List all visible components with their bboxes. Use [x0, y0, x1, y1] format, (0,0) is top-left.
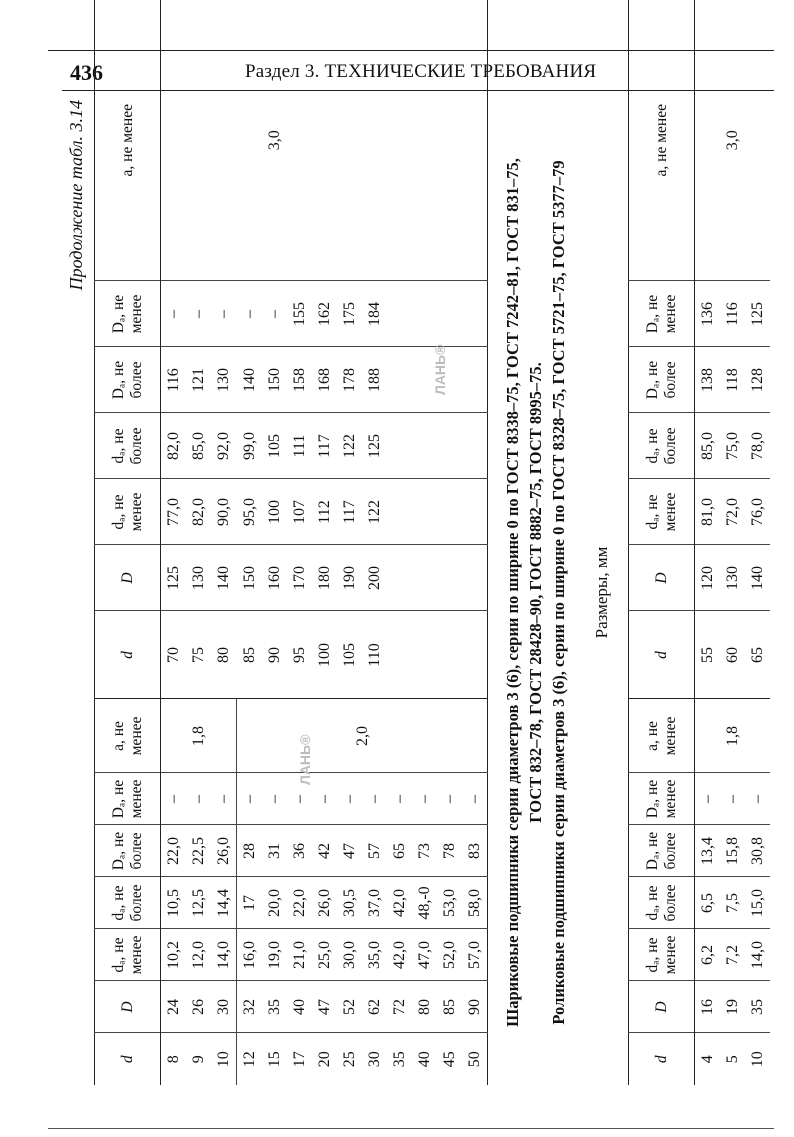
cell: 16,0 — [237, 929, 263, 981]
cell: – — [362, 773, 387, 825]
cell — [387, 0, 412, 281]
cell: 92,0 — [211, 413, 237, 479]
cell: 31 — [262, 825, 287, 877]
cell: 170 — [287, 545, 312, 611]
cell: 168 — [312, 347, 337, 413]
cell — [412, 479, 437, 545]
cell — [462, 413, 488, 479]
cell: 82,0 — [186, 479, 211, 545]
cell: 130 — [186, 545, 211, 611]
section-title-line1: Шариковые подшипники серии диаметров 3 (6), серии по ширине 0 по ГОСТ 8338–75, ГОСТ 7242–81, ГОСТ 831–75, — [503, 158, 522, 1027]
cell — [412, 545, 437, 611]
cell: 95,0 — [237, 479, 263, 545]
cell: 160 — [262, 545, 287, 611]
cell: 82,0 — [161, 413, 187, 479]
cell — [387, 479, 412, 545]
cell: 42,0 — [387, 877, 412, 929]
col-a-min: a, не менее — [629, 699, 695, 773]
cell: 40 — [287, 981, 312, 1033]
section-title-line2: ГОСТ 832–78, ГОСТ 28428–90, ГОСТ 8882–75, ГОСТ 8995–75. — [526, 362, 545, 823]
cell — [387, 347, 412, 413]
col-d: d — [95, 1033, 161, 1085]
cell — [412, 611, 437, 699]
lower-table-header — [629, 0, 695, 1085]
cell: 35 — [745, 981, 770, 1033]
cell: 7,5 — [720, 877, 745, 929]
col-da-min: dₐ, не менее — [95, 479, 161, 545]
table-row — [695, 0, 721, 1085]
cell: 162 — [312, 281, 337, 347]
cell — [387, 611, 412, 699]
cell: 47 — [337, 825, 362, 877]
cell: 35 — [391, 1051, 408, 1068]
cell: 30 — [366, 1051, 383, 1068]
cell: 128 — [745, 347, 770, 413]
cell — [462, 479, 488, 545]
table-row — [412, 0, 437, 1085]
cell: 90,0 — [211, 479, 237, 545]
cell: 26,0 — [211, 825, 237, 877]
cell: 85 — [437, 981, 462, 1033]
col-Da-min: Dₐ, не менее — [629, 281, 695, 347]
col-Da-max: Dₐ, не более — [629, 347, 695, 413]
cell — [462, 281, 488, 347]
cell: 140 — [211, 545, 237, 611]
col-a-min: a, не менее — [629, 0, 695, 281]
cell: 120 — [695, 545, 721, 611]
cell: 14,4 — [211, 877, 237, 929]
cell: 72 — [387, 981, 412, 1033]
col-Da-max: Dₐ, не более — [629, 825, 695, 877]
cell: 10,2 — [161, 929, 187, 981]
cell: 48,-0 — [412, 877, 437, 929]
col-da-min: dₐ, не менее — [629, 479, 695, 545]
cell: 60 — [720, 611, 745, 699]
cell: – — [412, 773, 437, 825]
col-D: D — [95, 545, 161, 611]
cell: 175 — [337, 281, 362, 347]
col-a-min: a, не менее — [95, 699, 161, 773]
table-row — [462, 0, 488, 1085]
cell: 57,0 — [462, 929, 488, 981]
cell — [437, 545, 462, 611]
cell: 22,0 — [287, 877, 312, 929]
cell: – — [312, 773, 337, 825]
cell: 90 — [462, 981, 488, 1033]
col-da-max: dₐ, не более — [629, 413, 695, 479]
col-D: D — [629, 981, 695, 1033]
cell: 6,5 — [695, 877, 721, 929]
cell: 22,0 — [161, 825, 187, 877]
col-da-min: dₐ, не менее — [95, 929, 161, 981]
cell: 140 — [745, 545, 770, 611]
cell: – — [745, 773, 770, 825]
a-value-group2: 2,0 — [237, 699, 488, 773]
cell: 100 — [312, 611, 337, 699]
cell: 20 — [316, 1051, 333, 1068]
col-Da-min: Dₐ, не менее — [95, 281, 161, 347]
cell: 150 — [262, 347, 287, 413]
cell — [462, 611, 488, 699]
cell — [462, 545, 488, 611]
a-value-group1: 1,8 — [161, 699, 237, 773]
cell: 55 — [695, 611, 721, 699]
cell: 130 — [211, 347, 237, 413]
cell: 117 — [337, 479, 362, 545]
cell: 184 — [362, 281, 387, 347]
cell: 107 — [287, 479, 312, 545]
cell: 50 — [466, 1051, 483, 1068]
cell: – — [287, 773, 312, 825]
cell: 125 — [745, 281, 770, 347]
cell: 6,2 — [695, 929, 721, 981]
cell: 15,0 — [745, 877, 770, 929]
cell: 78,0 — [745, 413, 770, 479]
cell: 155 — [287, 281, 312, 347]
cell: 14,0 — [745, 929, 770, 981]
cell: 85,0 — [695, 413, 721, 479]
units-label: Размеры, мм — [592, 546, 611, 639]
cell: 116 — [720, 281, 745, 347]
cell: – — [387, 773, 412, 825]
cell: 130 — [720, 545, 745, 611]
cell: – — [186, 281, 211, 347]
cell: 73 — [412, 825, 437, 877]
table-continuation-label: Продолжение табл. 3.14 — [66, 100, 86, 291]
cell: 140 — [237, 347, 263, 413]
cell: 125 — [362, 413, 387, 479]
col-Da-min: Dₐ, не менее — [629, 773, 695, 825]
cell: 15,8 — [720, 825, 745, 877]
table-row — [437, 0, 462, 1085]
cell: 32 — [237, 981, 263, 1033]
cell: 180 — [312, 545, 337, 611]
col-d: d — [629, 1033, 695, 1085]
cell: – — [262, 773, 287, 825]
cell: 110 — [362, 611, 387, 699]
cell: 7,2 — [720, 929, 745, 981]
cell: 83 — [462, 825, 488, 877]
col-Da-min: Dₐ, не менее — [95, 773, 161, 825]
cell: 10,5 — [161, 877, 187, 929]
cell: 24 — [161, 981, 187, 1033]
cell: 75 — [186, 611, 211, 699]
cell: 138 — [695, 347, 721, 413]
cell: – — [237, 773, 263, 825]
col-d: d — [629, 611, 695, 699]
cell: 52 — [337, 981, 362, 1033]
cell — [412, 413, 437, 479]
cell — [387, 281, 412, 347]
cell: 5 — [724, 1055, 741, 1064]
cell — [437, 413, 462, 479]
col-Da-max: Dₐ, не более — [95, 347, 161, 413]
col-d: d — [95, 611, 161, 699]
cell: 16 — [695, 981, 721, 1033]
cell — [462, 347, 488, 413]
cell: 19 — [720, 981, 745, 1033]
cell: 42,0 — [387, 929, 412, 981]
cell: 47,0 — [412, 929, 437, 981]
cell — [412, 281, 437, 347]
col-da-max: dₐ, не более — [95, 413, 161, 479]
cell: 122 — [337, 413, 362, 479]
lower-dimensions-table — [628, 0, 770, 1085]
cell: 76,0 — [745, 479, 770, 545]
col-Da-max: Dₐ, не более — [95, 825, 161, 877]
cell: 13,4 — [695, 825, 721, 877]
cell: 200 — [362, 545, 387, 611]
cell: 118 — [720, 347, 745, 413]
cell: 28 — [237, 825, 263, 877]
col-da-min: dₐ, не менее — [629, 929, 695, 981]
cell: 95 — [287, 611, 312, 699]
cell: – — [161, 773, 187, 825]
cell — [437, 479, 462, 545]
cell: 100 — [262, 479, 287, 545]
a-value-right: 3,0 — [161, 0, 388, 281]
cell: 62 — [362, 981, 387, 1033]
cell: 65 — [745, 611, 770, 699]
cell: – — [695, 773, 721, 825]
cell: 19,0 — [262, 929, 287, 981]
cell: 111 — [287, 413, 312, 479]
cell: 85 — [237, 611, 263, 699]
cell: 12 — [237, 1033, 263, 1085]
cell: 30,8 — [745, 825, 770, 877]
cell: 47 — [312, 981, 337, 1033]
cell: 12,5 — [186, 877, 211, 929]
cell: 117 — [312, 413, 337, 479]
cell: – — [237, 281, 263, 347]
footer-rule — [48, 1128, 774, 1129]
cell: 17 — [291, 1051, 308, 1068]
cell: 85,0 — [186, 413, 211, 479]
cell: 26,0 — [312, 877, 337, 929]
cell: 21,0 — [287, 929, 312, 981]
cell: 15 — [266, 1051, 283, 1068]
cell: 90 — [262, 611, 287, 699]
page-number: 436 — [70, 60, 103, 85]
cell: 12,0 — [186, 929, 211, 981]
cell: 26 — [186, 981, 211, 1033]
cell: 52,0 — [437, 929, 462, 981]
cell: – — [437, 773, 462, 825]
cell: 125 — [161, 545, 187, 611]
cell: 22,5 — [186, 825, 211, 877]
cell: – — [211, 281, 237, 347]
cell: – — [186, 773, 211, 825]
cell: 37,0 — [362, 877, 387, 929]
cell: 150 — [237, 545, 263, 611]
cell: 80 — [412, 981, 437, 1033]
upper-table-header — [95, 0, 161, 1085]
cell: 116 — [161, 347, 187, 413]
cell: 10 — [215, 1051, 232, 1068]
watermark-logo: ЛАНЬ® — [432, 344, 448, 395]
cell: 30 — [211, 981, 237, 1033]
cell: – — [462, 773, 488, 825]
watermark-logo: ЛАНЬ® — [297, 734, 313, 785]
col-da-max: dₐ, не более — [629, 877, 695, 929]
cell — [437, 281, 462, 347]
cell: 36 — [287, 825, 312, 877]
cell: 17 — [237, 877, 263, 929]
cell: 99,0 — [237, 413, 263, 479]
cell: 30,0 — [337, 929, 362, 981]
col-D: D — [629, 545, 695, 611]
cell: 53,0 — [437, 877, 462, 929]
col-a-min: a, не менее — [95, 0, 161, 281]
table-row — [387, 0, 412, 1085]
rotated-table-block — [62, 100, 766, 1085]
cell: 178 — [337, 347, 362, 413]
upper-dimensions-table — [94, 0, 488, 1085]
cell: 75,0 — [720, 413, 745, 479]
section-title-line3: Роликовые подшипники серии диаметров 3 (6), серии по ширине 0 по ГОСТ 8328–75, ГОСТ 5721–75, ГОСТ 5377–79 — [549, 160, 568, 1025]
cell: 20,0 — [262, 877, 287, 929]
cell: 188 — [362, 347, 387, 413]
cell: 136 — [695, 281, 721, 347]
cell: 35,0 — [362, 929, 387, 981]
col-da-max: dₐ, не более — [95, 877, 161, 929]
cell: 112 — [312, 479, 337, 545]
cell: 72,0 — [720, 479, 745, 545]
cell: 190 — [337, 545, 362, 611]
cell: 25,0 — [312, 929, 337, 981]
cell: 58,0 — [462, 877, 488, 929]
cell: – — [211, 773, 237, 825]
cell: 8 — [165, 1055, 182, 1064]
cell: 57 — [362, 825, 387, 877]
cell: 70 — [161, 611, 187, 699]
cell: 81,0 — [695, 479, 721, 545]
cell — [437, 611, 462, 699]
cell: 80 — [211, 611, 237, 699]
running-title: Раздел 3. ТЕХНИЧЕСКИЕ ТРЕБОВАНИЯ — [245, 61, 597, 82]
cell: 105 — [262, 413, 287, 479]
cell: – — [337, 773, 362, 825]
cell — [387, 413, 412, 479]
a-value-left: 1,8 — [695, 699, 771, 773]
cell: 42 — [312, 825, 337, 877]
cell: – — [262, 281, 287, 347]
cell: 78 — [437, 825, 462, 877]
cell: 121 — [186, 347, 211, 413]
cell: 122 — [362, 479, 387, 545]
cell: 10 — [749, 1051, 766, 1068]
cell — [412, 0, 437, 281]
cell: 105 — [337, 611, 362, 699]
cell: – — [720, 773, 745, 825]
cell — [462, 0, 488, 281]
col-D: D — [95, 981, 161, 1033]
cell: 35 — [262, 981, 287, 1033]
cell: 9 — [190, 1055, 207, 1064]
cell: 158 — [287, 347, 312, 413]
cell: 65 — [387, 825, 412, 877]
cell: 30,5 — [337, 877, 362, 929]
cell — [437, 0, 462, 281]
cell: 40 — [416, 1051, 433, 1068]
table-row — [161, 0, 187, 1085]
cell: 77,0 — [161, 479, 187, 545]
a-value-right: 3,0 — [695, 0, 771, 281]
cell: – — [161, 281, 187, 347]
cell: 14,0 — [211, 929, 237, 981]
cell: 45 — [441, 1051, 458, 1068]
cell — [387, 545, 412, 611]
cell: 25 — [341, 1051, 358, 1068]
cell: 4 — [699, 1055, 716, 1064]
